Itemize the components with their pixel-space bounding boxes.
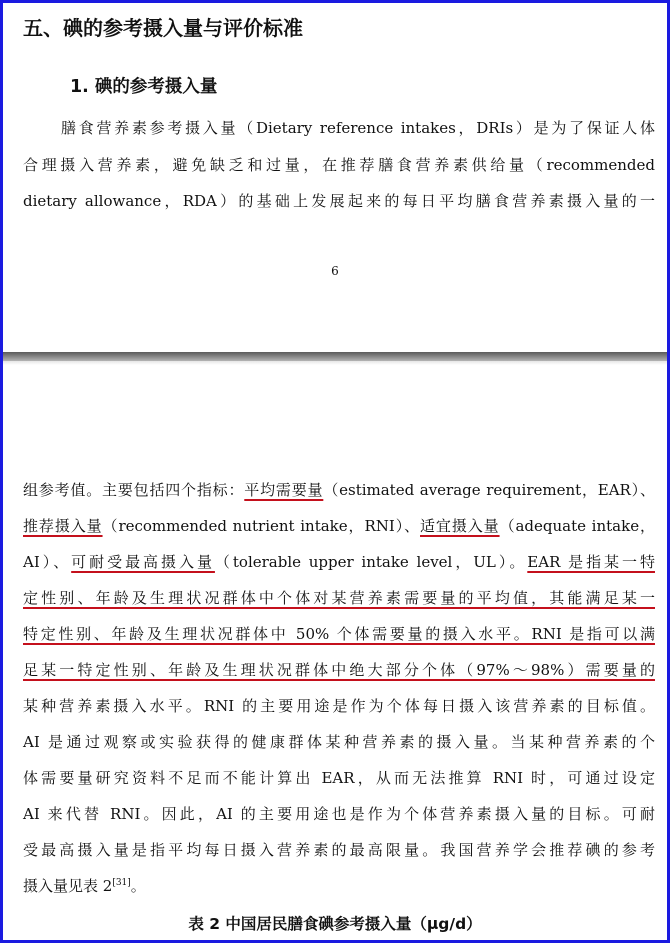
highlight-ul: 可耐受最高摄入量 — [71, 553, 215, 571]
text-run: 组参考值。主要包括四个指标： — [23, 481, 245, 499]
document-page-lower — [3, 361, 667, 940]
highlight-ear: 平均需要量 — [244, 481, 324, 499]
paragraph-line — [23, 659, 655, 681]
page-number: 6 — [331, 264, 339, 278]
text-run: 摄入量见表 2 — [23, 877, 113, 895]
paragraph-line — [23, 587, 655, 609]
highlight-ai: 适宜摄入量 — [420, 517, 500, 535]
paragraph-line: 某种营养素摄入水平。RNI 的主要用途是作为个体每日摄入该营养素的目标值。 — [23, 697, 655, 715]
document-page-upper — [3, 3, 667, 352]
page-separator — [3, 352, 667, 361]
highlight-rni: 推荐摄入量 — [23, 517, 103, 535]
text-run: AI）、 — [23, 553, 72, 571]
paragraph-line: 膳食营养素参考摄入量（Dietary reference intakes，DRIs）是为了保证人体 — [61, 119, 655, 137]
section-title: 五、碘的参考摄入量与评价标准 — [23, 16, 303, 40]
text-run: （recommended nutrient intake，RNI）、 — [102, 517, 421, 535]
text-run: 。 — [130, 877, 146, 895]
paragraph-line: AI 来代替 RNI。因此，AI 的主要用途也是作为个体营养素摄入量的目标。可耐 — [23, 805, 655, 823]
paragraph-line: AI 是通过观察或实验获得的健康群体某种营养素的摄入量。当某种营养素的个 — [23, 733, 655, 751]
paragraph-line: dietary allowance，RDA）的基础上发展起来的每日平均膳食营养素摄入量的一 — [23, 192, 655, 210]
text-run: （tolerable upper intake level，UL）。 — [214, 553, 528, 571]
highlight-rni-definition: 足某一特定性别、年龄及生理状况群体中绝大部分个体（97%～98%）需要量的 — [23, 661, 655, 679]
paragraph-line — [23, 515, 655, 537]
text-run: （estimated average requirement，EAR）、 — [323, 481, 655, 499]
paragraph-line — [23, 875, 655, 897]
subsection-title: 1. 碘的参考摄入量 — [70, 77, 218, 97]
paragraph-line — [23, 623, 655, 645]
highlight-ear-definition: 特定性别、年龄及生理状况群体中 50% 个体需要量的摄入水平。RNI 是指可以满 — [23, 625, 655, 643]
highlight-ear-definition: EAR 是指某一特 — [527, 553, 655, 571]
paragraph-line: 合理摄入营养素，避免缺乏和过量，在推荐膳食营养素供给量（recommended — [23, 156, 655, 174]
paragraph-line: 体需要量研究资料不足而不能计算出 EAR，从而无法推算 RNI 时，可通过设定 — [23, 769, 655, 787]
table-caption: 表 2 中国居民膳食碘参考摄入量（μg/d） — [188, 915, 482, 933]
paragraph-line: 受最高摄入量是指平均每日摄入营养素的最高限量。我国营养学会推荐碘的参考 — [23, 841, 655, 859]
text-run: （adequate intake， — [499, 517, 655, 535]
paragraph-line — [23, 479, 655, 501]
highlight-ear-definition: 定性别、年龄及生理状况群体中个体对某营养素需要量的平均值，其能满足某一 — [23, 589, 655, 607]
paragraph-line — [23, 551, 655, 573]
citation-ref[interactable]: [31] — [112, 878, 131, 888]
